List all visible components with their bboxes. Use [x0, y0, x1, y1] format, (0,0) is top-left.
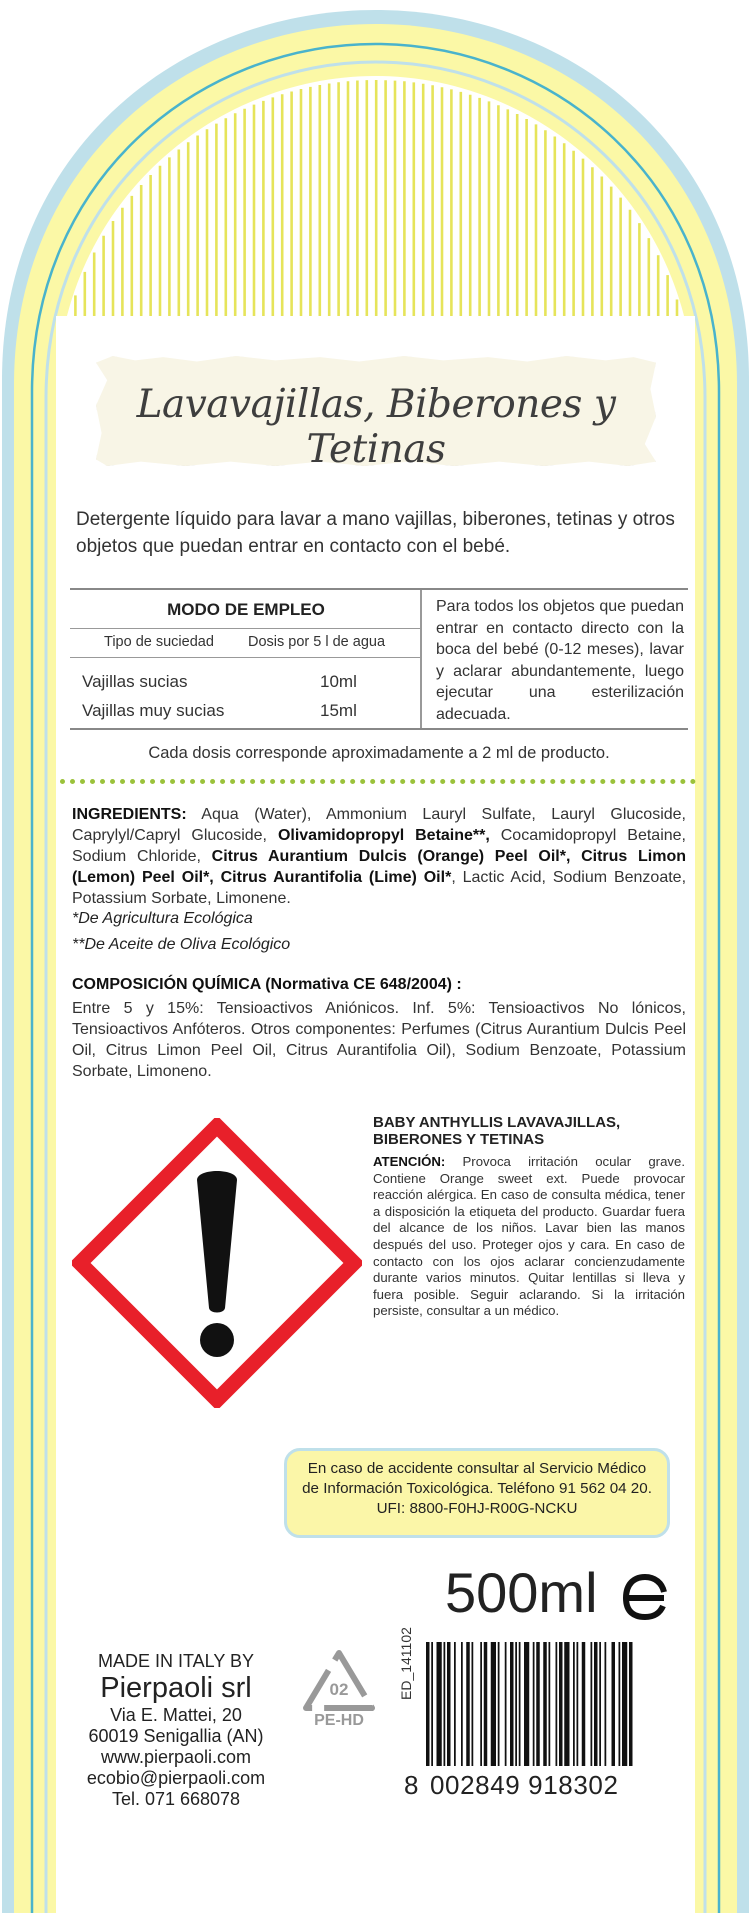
exclamation-hazard-icon: [72, 1118, 362, 1408]
usage-column-headers: [70, 628, 422, 658]
address-line: 60019 Senigallia (AN): [88, 1726, 264, 1746]
row-type: Vajillas muy sucias: [82, 701, 225, 720]
row-dose: 10ml: [320, 672, 357, 691]
eco-note-olive: **De Aceite de Oliva Ecológico: [72, 936, 291, 953]
eco-note-agriculture: *De Agricultura Ecológica: [72, 910, 253, 927]
manufacturer-block: [60, 1650, 292, 1810]
emergency-box: [284, 1448, 670, 1538]
ingredients-label: INGREDIENTS:: [72, 806, 187, 823]
email: ecobio@pierpaoli.com: [86, 1768, 266, 1788]
usage-heading: MODO DE EMPLEO: [167, 600, 325, 619]
barcode-icon: [424, 1642, 694, 1768]
made-in-label: MADE IN ITALY BY: [97, 1651, 255, 1671]
usage-table: [70, 588, 688, 730]
address-line: Via E. Mattei, 20: [110, 1705, 242, 1725]
warning-text: [373, 1154, 685, 1320]
recycling-material: PE-HD: [314, 1712, 364, 1729]
usage-left-panel: [70, 590, 422, 728]
warning-product-name: BABY ANTHYLLIS LAVAVAJILLAS, BIBERONES Y TETINAS: [373, 1114, 621, 1148]
ed-code: ED_141102: [398, 1627, 414, 1700]
ingredients-highlight: Citrus Aurantium Dulcis (Orange) Peel Oil*, Citrus Limon (Lemon) Peel Oil*, Citrus Aurantifolia (Lime) Oil*: [72, 848, 686, 886]
ingredients-part: Cocamidopropyl Betaine, Sodium Chloride,: [72, 827, 686, 865]
ingredients-part: , Lactic Acid, Sodium Benzoate, Potassium Sorbate, Limonene.: [72, 869, 687, 907]
ingredients-part: Aqua (Water), Ammonium Lauryl Sulfate, Lauryl Glucoside, Caprylyl/Capryl Glucoside,: [72, 806, 686, 844]
composition-title: COMPOSICIÓN QUÍMICA (Normativa CE 648/2004) :: [72, 976, 462, 993]
warning-body: Provoca irritación ocular grave. Contiene Orange sweet ext. Puede provocar reacción alérgica. En caso de consulta médica, tener a disposición la etiqueta del producto. Guardar fuera del alcance de los niños. Lavar bien las manos después del uso. Proteger ojos y cara. En caso de contacto con los ojos aclarar concienzudamente durante varios minutos. Quitar lentillas si lleva y fuera posible. Seguir aclarando. Si la irritación persiste, consultar a un médico.: [373, 1154, 685, 1319]
usage-note: Para todos los objetos que puedan entrar en contacto directo con la boca del bebé (0-12 meses), lavar y aclarar abundantemente, luego ejecutar una esterilización adecuada.: [436, 598, 684, 723]
ingredients-text: [72, 804, 686, 909]
barcode-digits: 002849 918302: [430, 1770, 619, 1800]
product-title: Lavavajillas, Biberones y Tetinas: [136, 382, 616, 472]
ufi-code: UFI: 8800-F0HJ-R00G-NCKU: [376, 1500, 578, 1517]
recycling-code: 02: [329, 1680, 349, 1699]
website: www.pierpaoli.com: [100, 1747, 252, 1767]
emergency-line: de Información Toxicológica. Teléfono 91 562 04 20.: [302, 1480, 652, 1497]
emergency-line: En caso de accidente consultar al Servicio Médico: [307, 1460, 647, 1477]
dose-note: Cada dosis corresponde aproximadamente a 2 ml de producto.: [148, 744, 610, 762]
recycling-triangle-icon: [300, 1648, 378, 1714]
ingredients-highlight: Olivamidopropyl Betaine**,: [277, 827, 490, 844]
column-header-type: Tipo de suciedad: [104, 634, 214, 650]
row-dose: 15ml: [320, 701, 357, 720]
estimated-sign-icon: [620, 1572, 668, 1620]
row-type: Vajillas sucias: [82, 672, 188, 691]
dotted-divider: [60, 779, 696, 784]
barcode-first-digit: 8: [404, 1770, 419, 1800]
intro-text: Detergente líquido para lavar a mano vajillas, biberones, tetinas y otros objetos que puedan entrar en contacto con el bebé.: [76, 509, 675, 557]
warning-label: ATENCIÓN:: [373, 1154, 446, 1169]
column-header-dose: Dosis por 5 l de agua: [248, 634, 386, 650]
phone: Tel. 071 668078: [111, 1789, 241, 1809]
volume-label: 500ml: [445, 1561, 598, 1624]
composition-text: Entre 5 y 15%: Tensioactivos Aniónicos. Inf. 5%: Tensioactivos No lónicos, Tensioactivos Anfóteros. Otros componentes: Perfumes (Citrus Aurantium Dulcis Peel Oil, Citrus Limon Peel Oil, Citrus Aurantifolia Oil), Sodium Benzoate, Potassium Sorbate, Limoneno.: [72, 1000, 686, 1080]
manufacturer-name: Pierpaoli srl: [100, 1672, 252, 1704]
